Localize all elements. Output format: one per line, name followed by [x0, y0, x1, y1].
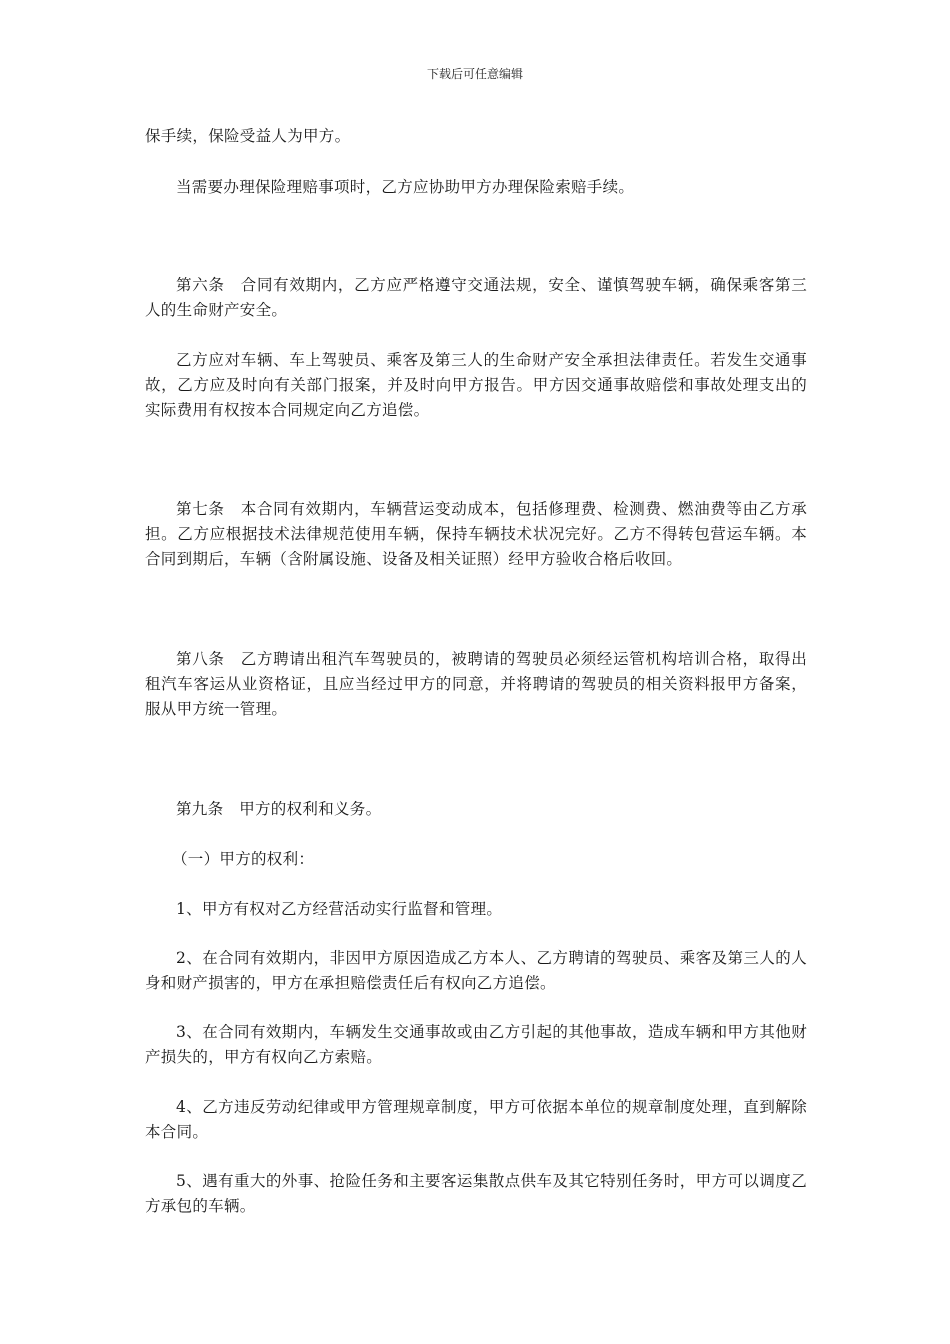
- paragraph-right-5: 5、遇有重大的外事、抢险任务和主要客运集散点供车及其它特别任务时，甲方可以调度乙方承包的车辆。: [145, 1172, 807, 1215]
- paragraph-liability: 乙方应对车辆、车上驾驶员、乘客及第三人的生命财产安全承担法律责任。若发生交通事故，乙方应及时向有关部门报案，并及时向甲方报告。甲方因交通事故赔偿和事故处理支出的实际费用有权按本合同规定向乙方追偿。: [145, 351, 807, 419]
- paragraph-right-3: 3、在合同有效期内，车辆发生交通事故或由乙方引起的其他事故，造成车辆和甲方其他财产损失的，甲方有权向乙方索赔。: [145, 1023, 807, 1066]
- page-header: 下载后可任意编辑: [426, 67, 523, 81]
- paragraph-right-1: 1、甲方有权对乙方经营活动实行监督和管理。: [176, 900, 503, 918]
- paragraph-rights-heading: （一）甲方的权利：: [172, 850, 315, 868]
- paragraph-insurance-continued: 保手续，保险受益人为甲方。: [145, 127, 351, 145]
- paragraph-right-2: 2、在合同有效期内，非因甲方原因造成乙方本人、乙方聘请的驾驶员、乘客及第三人的人身和财产损害的，甲方在承担赔偿责任后有权向乙方追偿。: [145, 949, 807, 992]
- paragraph-insurance-claim: 当需要办理保险理赔事项时，乙方应协助甲方办理保险索赔手续。: [176, 178, 635, 196]
- paragraph-article-9: 第九条 甲方的权利和义务。: [176, 800, 382, 818]
- paragraph-article-6: 第六条 合同有效期内，乙方应严格遵守交通法规，安全、谨慎驾驶车辆，确保乘客第三人的生命财产安全。: [145, 276, 807, 319]
- paragraph-article-7: 第七条 本合同有效期内，车辆营运变动成本，包括修理费、检测费、燃油费等由乙方承担。乙方应根据技术法律规范使用车辆，保持车辆技术状况完好。乙方不得转包营运车辆。本合同到期后，车辆（含附属设施、设备及相关证照）经甲方验收合格后收回。: [145, 500, 807, 568]
- paragraph-article-8: 第八条 乙方聘请出租汽车驾驶员的，被聘请的驾驶员必须经运管机构培训合格，取得出租汽车客运从业资格证，且应当经过甲方的同意，并将聘请的驾驶员的相关资料报甲方备案，服从甲方统一管理。: [145, 650, 807, 718]
- paragraph-right-4: 4、乙方违反劳动纪律或甲方管理规章制度，甲方可依据本单位的规章制度处理，直到解除本合同。: [145, 1098, 807, 1141]
